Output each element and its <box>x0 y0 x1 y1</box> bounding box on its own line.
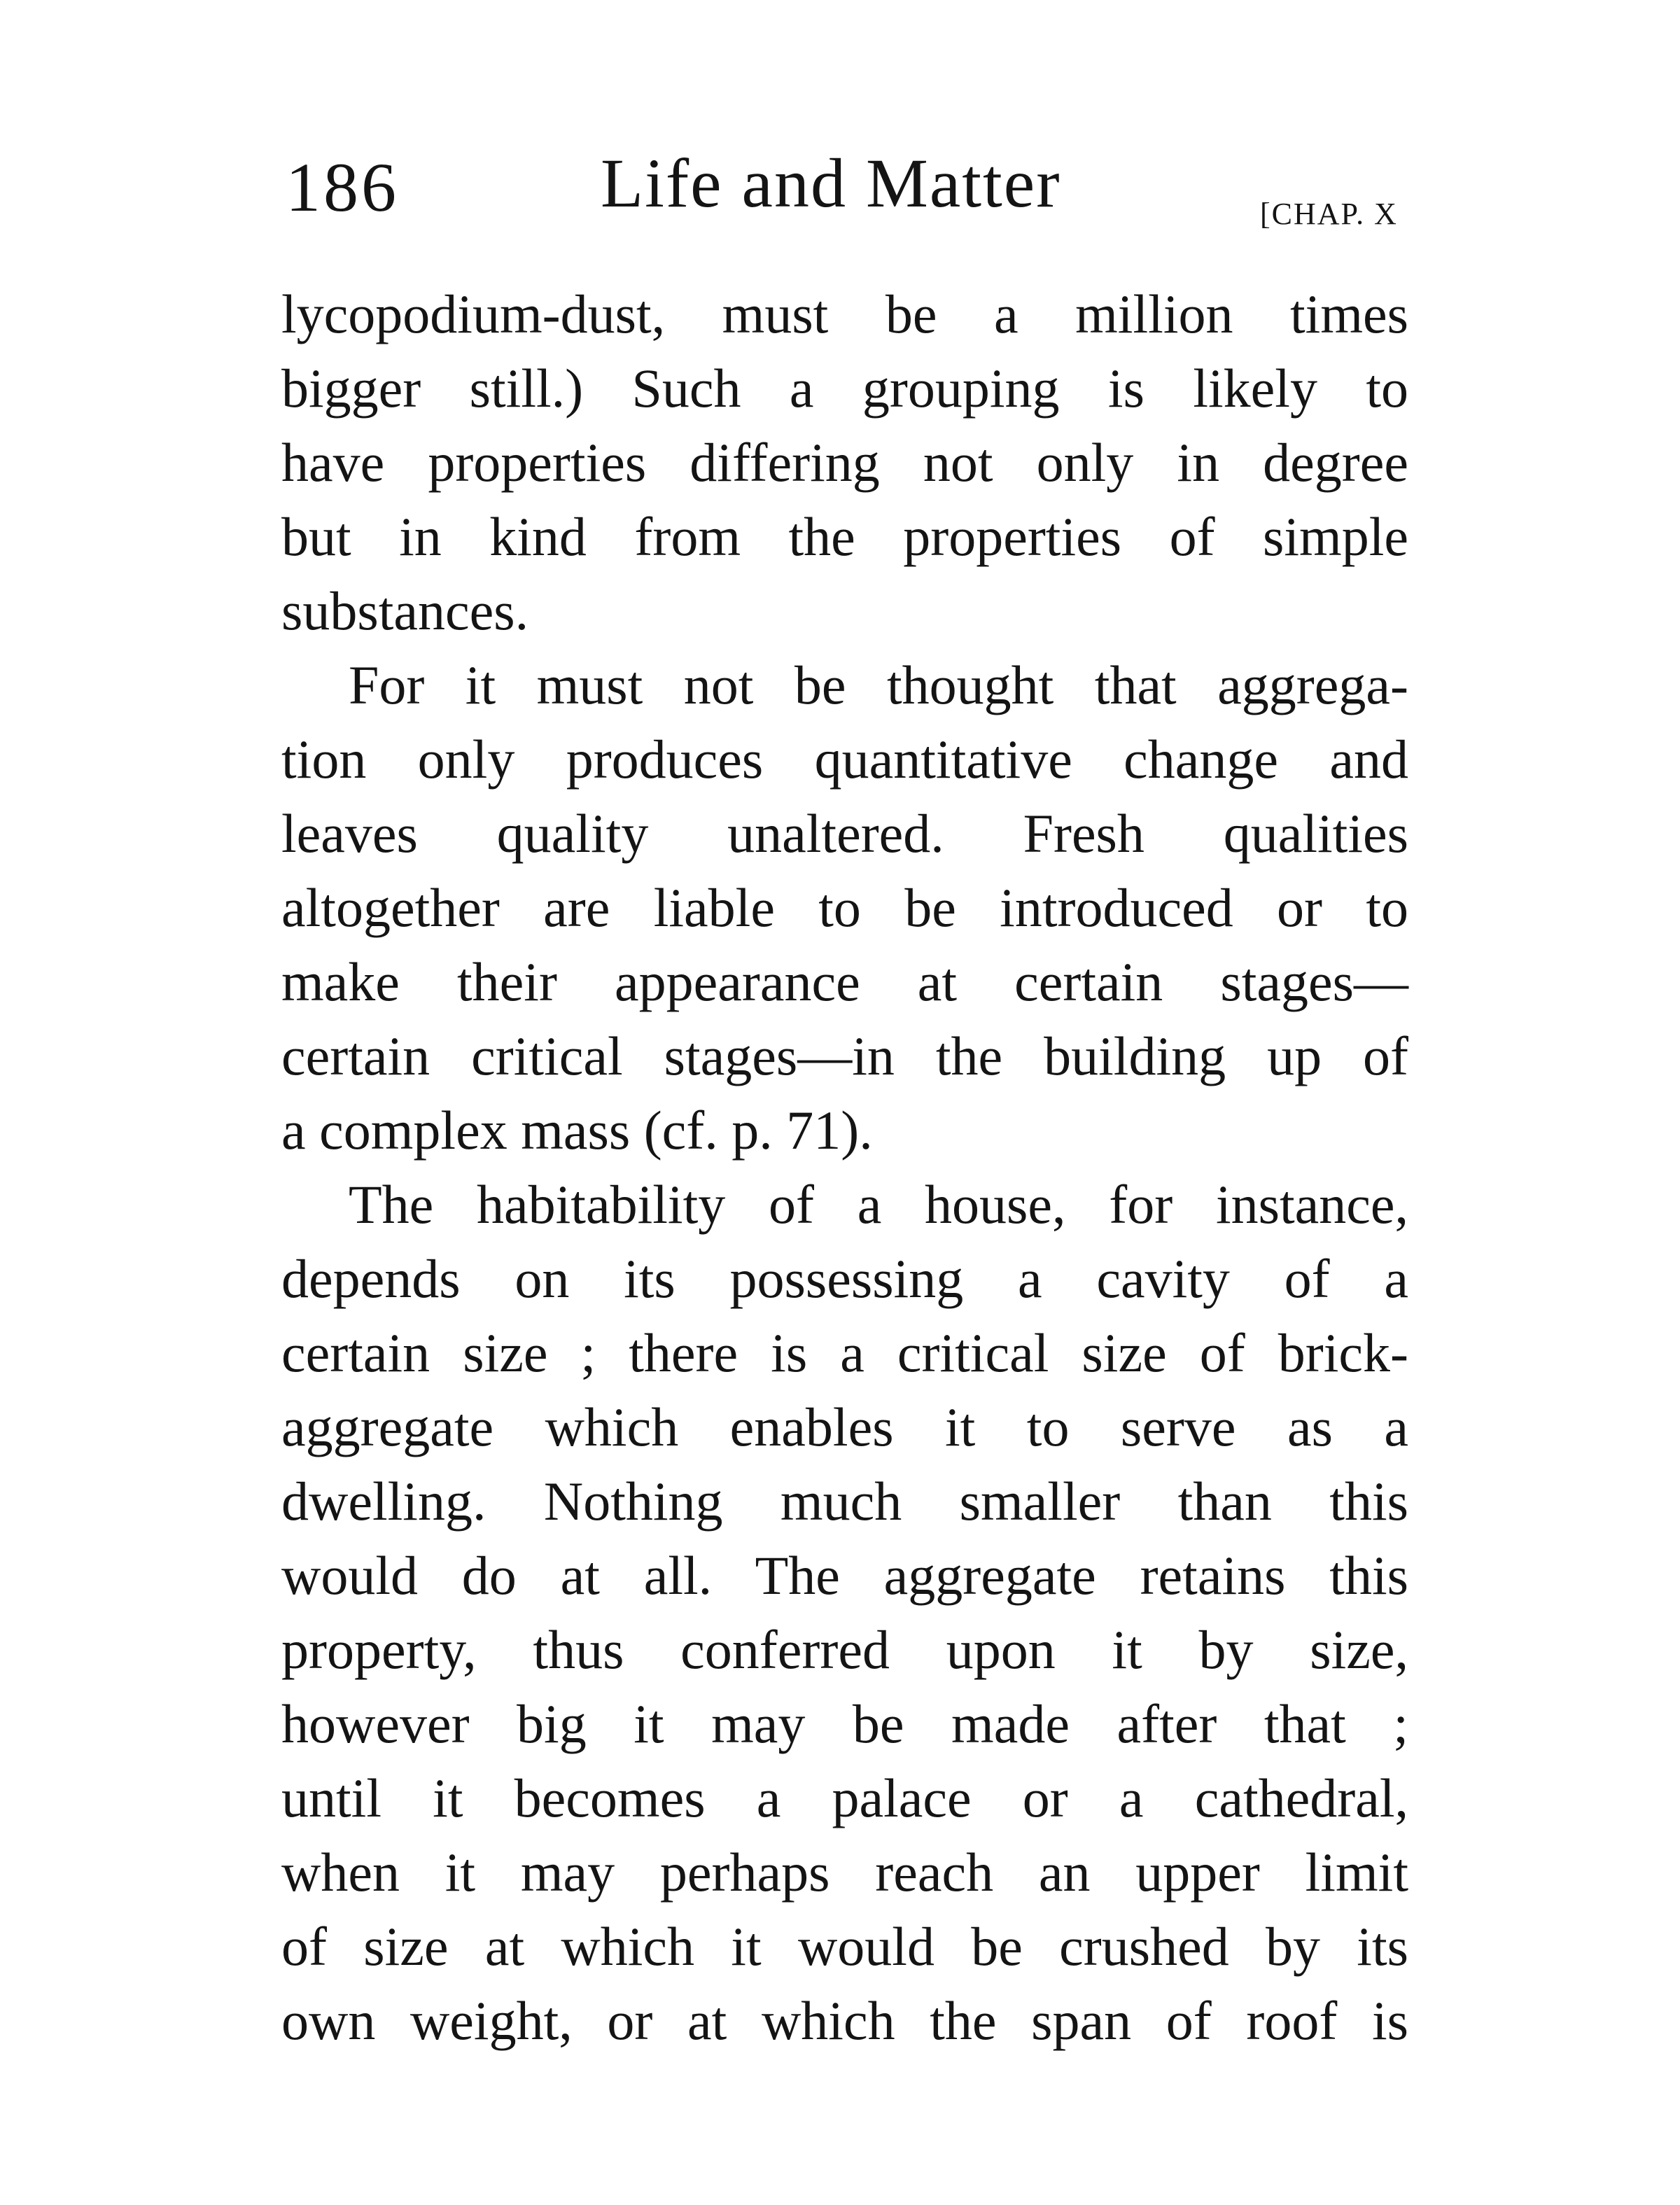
page-number: 186 <box>286 148 399 226</box>
text-line: but in kind from the properties of simple <box>281 506 1408 567</box>
text-line: have properties differing not only in degree <box>281 432 1408 493</box>
text-line: bigger still.) Such a grouping is likely to <box>281 358 1408 419</box>
text-line: own weight, or at which the span of roof is <box>281 1990 1408 2051</box>
running-head <box>0 0 1680 280</box>
text-line: aggregate which enables it to serve as a <box>281 1396 1408 1457</box>
text-line: until it becomes a palace or a cathedral, <box>281 1768 1408 1828</box>
text-line: dwelling. Nothing much smaller than this <box>281 1471 1408 1532</box>
text-line: tion only produces quantitative change and <box>281 729 1408 790</box>
paragraph <box>281 648 1408 1168</box>
text-line: For it must not be thought that aggrega- <box>349 654 1408 715</box>
text-line: depends on its possessing a cavity of a <box>281 1248 1408 1309</box>
text-line: certain critical stages—in the building up of <box>281 1026 1408 1086</box>
text-line: a complex mass (cf. p. 71). <box>281 1100 873 1161</box>
chapter-reference: [CHAP. X <box>1260 197 1398 231</box>
text-line: however big it may be made after that ; <box>281 1693 1408 1754</box>
paragraph <box>281 1168 1408 2058</box>
text-line: altogether are liable to be introduced or to <box>281 877 1408 938</box>
text-line: when it may perhaps reach an upper limit <box>281 1842 1408 1903</box>
paragraph <box>281 277 1408 648</box>
text-line: property, thus conferred upon it by size, <box>281 1619 1408 1680</box>
running-title: Life and Matter <box>601 144 1061 222</box>
text-line: lycopodium-dust, must be a million times <box>281 284 1408 344</box>
text-line: substances. <box>281 580 529 641</box>
text-line: of size at which it would be crushed by its <box>281 1916 1408 1977</box>
text-line: would do at all. The aggregate retains this <box>281 1545 1408 1606</box>
text-line: leaves quality unaltered. Fresh qualities <box>281 803 1408 864</box>
text-line: The habitability of a house, for instance, <box>349 1174 1408 1235</box>
text-line: certain size ; there is a critical size of brick- <box>281 1322 1408 1383</box>
body-text <box>281 277 1408 2058</box>
text-line: make their appearance at certain stages— <box>281 951 1408 1012</box>
